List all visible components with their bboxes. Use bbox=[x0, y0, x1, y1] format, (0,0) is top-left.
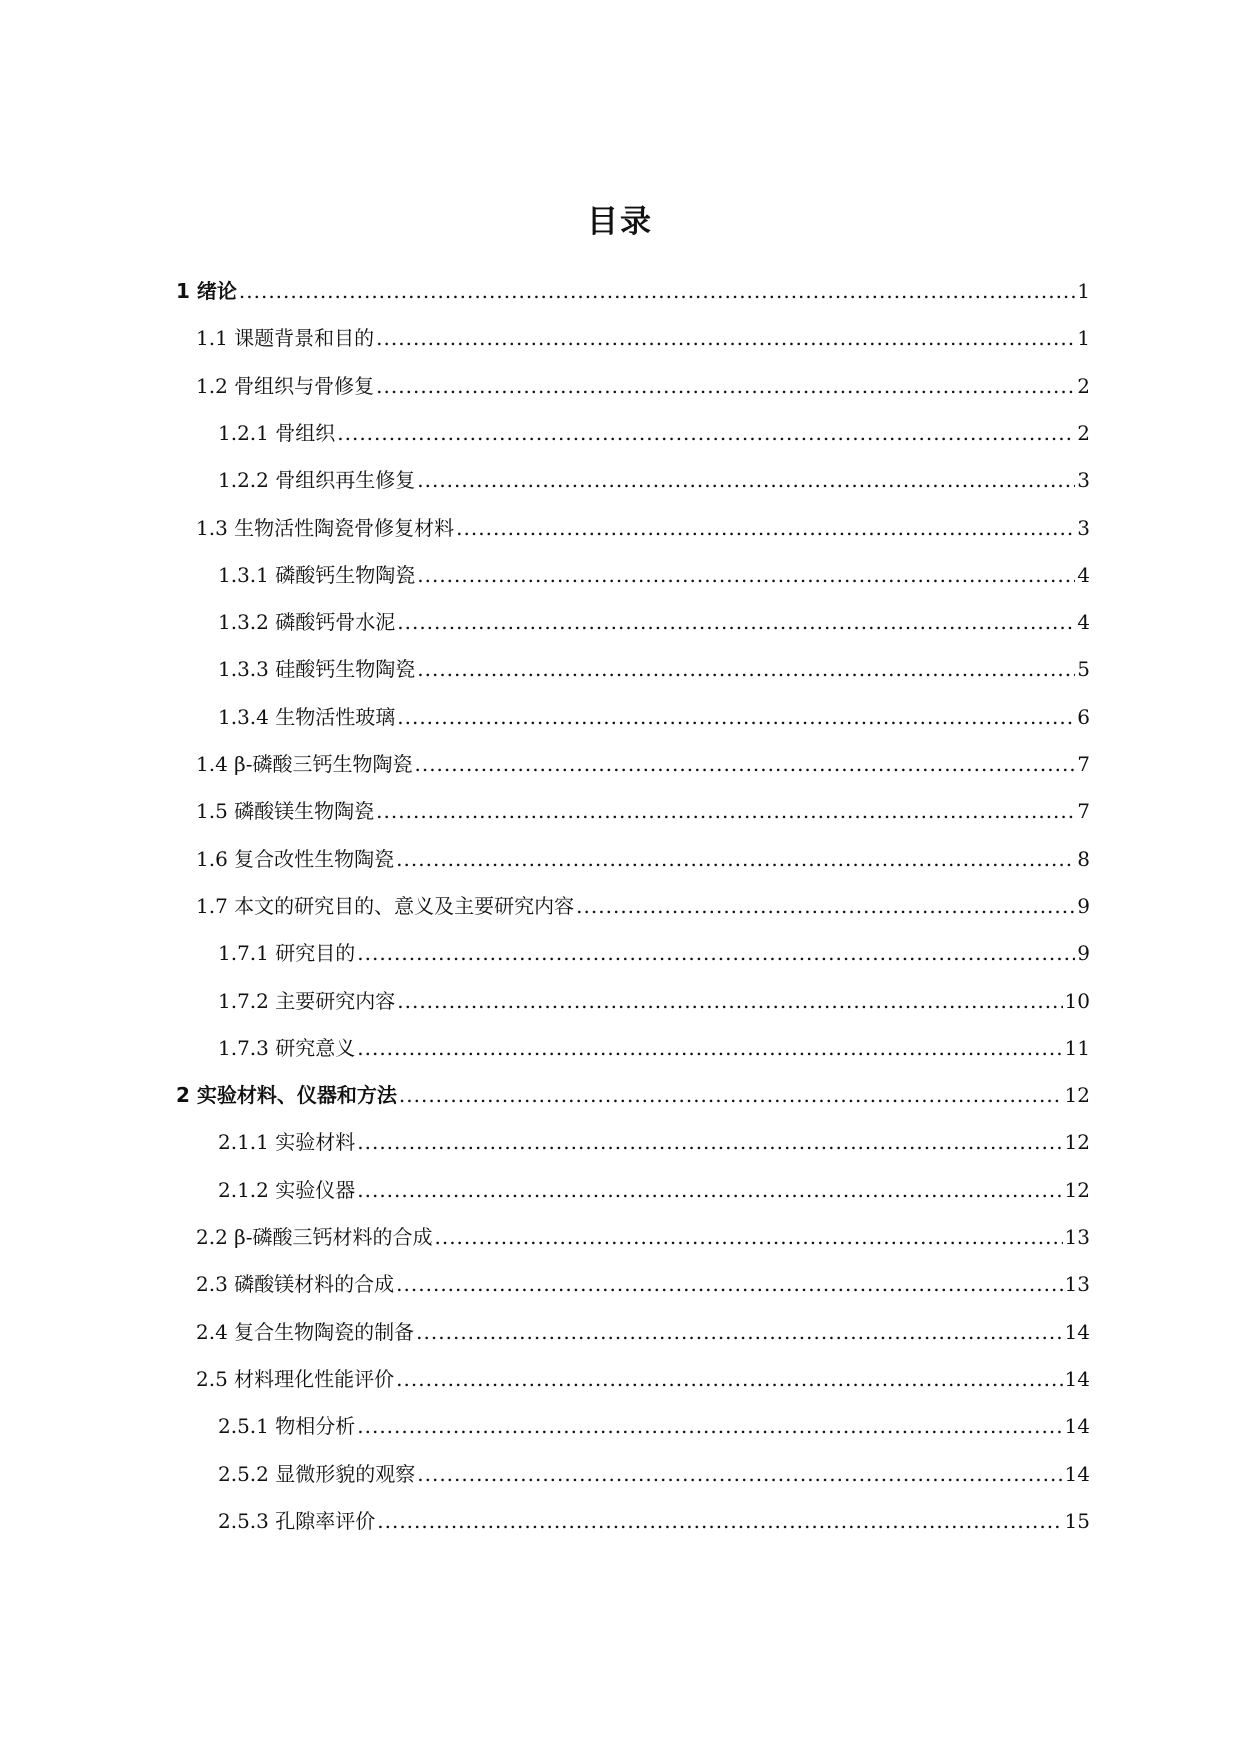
toc-page-number: 1 bbox=[1077, 326, 1090, 350]
toc-entry-label: 1.6 复合改性生物陶瓷 bbox=[196, 847, 395, 871]
toc-title: 目录 bbox=[587, 204, 653, 240]
toc-entry-label: 2.2 β-磷酸三钙材料的合成 bbox=[196, 1225, 433, 1249]
toc-page-number: 13 bbox=[1064, 1225, 1090, 1249]
toc-page-number: 2 bbox=[1077, 421, 1090, 445]
toc-entry-label: 1.3.4 生物活性玻璃 bbox=[218, 705, 396, 729]
toc-entry-label: 2.3 磷酸镁材料的合成 bbox=[196, 1272, 395, 1296]
toc-entry[interactable] bbox=[196, 749, 1090, 779]
toc-page-number: 7 bbox=[1077, 752, 1090, 776]
toc-page-number: 4 bbox=[1077, 563, 1090, 587]
toc-entry-label: 1.7.2 主要研究内容 bbox=[218, 989, 396, 1013]
toc-entry-label: 2.5.3 孔隙率评价 bbox=[218, 1509, 376, 1533]
toc-dot-leader bbox=[399, 1080, 1063, 1110]
toc-page-number: 13 bbox=[1064, 1272, 1090, 1296]
toc-entry[interactable] bbox=[218, 1175, 1090, 1205]
toc-entry-label: 2.5 材料理化性能评价 bbox=[196, 1367, 395, 1391]
toc-dot-leader bbox=[397, 986, 1062, 1016]
toc-page-number: 2 bbox=[1077, 374, 1090, 398]
toc-entry[interactable] bbox=[218, 938, 1090, 968]
toc-entry[interactable] bbox=[196, 1364, 1090, 1394]
toc-entry[interactable] bbox=[196, 1222, 1090, 1252]
toc-entry[interactable] bbox=[196, 844, 1090, 874]
toc-dot-leader bbox=[456, 513, 1075, 543]
toc-dot-leader bbox=[376, 796, 1075, 826]
toc-entry[interactable] bbox=[218, 1033, 1090, 1063]
toc-entry[interactable] bbox=[218, 654, 1090, 684]
toc-dot-leader bbox=[416, 1317, 1062, 1347]
toc-entry[interactable] bbox=[196, 1317, 1090, 1347]
toc-entry-label: 1.7.1 研究目的 bbox=[218, 941, 356, 965]
toc-entry-label: 1.7 本文的研究目的、意义及主要研究内容 bbox=[196, 894, 575, 918]
toc-entry-label: 1.5 磷酸镁生物陶瓷 bbox=[196, 799, 375, 823]
toc-dot-leader bbox=[337, 418, 1075, 448]
toc-entry-label: 1.3.2 磷酸钙骨水泥 bbox=[218, 610, 396, 634]
toc-entry-label: 1.2.2 骨组织再生修复 bbox=[218, 468, 416, 492]
toc-entry[interactable] bbox=[196, 796, 1090, 826]
toc-entry[interactable] bbox=[218, 560, 1090, 590]
toc-chapter-entry[interactable] bbox=[176, 1080, 1090, 1110]
toc-entry[interactable] bbox=[218, 986, 1090, 1016]
toc-entry[interactable] bbox=[196, 891, 1090, 921]
toc-entry[interactable] bbox=[196, 371, 1090, 401]
toc-entry[interactable] bbox=[196, 323, 1090, 353]
toc-page-number: 1 bbox=[1077, 279, 1090, 303]
toc-page-number: 15 bbox=[1064, 1509, 1090, 1533]
toc-page-number: 9 bbox=[1077, 894, 1090, 918]
toc-page-number: 7 bbox=[1077, 799, 1090, 823]
toc-dot-leader bbox=[434, 1222, 1062, 1252]
toc-dot-leader bbox=[357, 1033, 1062, 1063]
toc-page-number: 3 bbox=[1077, 516, 1090, 540]
toc-entry[interactable] bbox=[218, 1459, 1090, 1489]
toc-dot-leader bbox=[417, 1459, 1062, 1489]
toc-dot-leader bbox=[377, 1506, 1062, 1536]
toc-dot-leader bbox=[397, 607, 1075, 637]
toc-page-number: 12 bbox=[1064, 1178, 1090, 1202]
toc-dot-leader bbox=[396, 1269, 1062, 1299]
toc-entry-label: 1.3 生物活性陶瓷骨修复材料 bbox=[196, 516, 455, 540]
toc-entry-label: 2.1.2 实验仪器 bbox=[218, 1178, 356, 1202]
toc-entry-label: 2.4 复合生物陶瓷的制备 bbox=[196, 1320, 415, 1344]
toc-page-number: 9 bbox=[1077, 941, 1090, 965]
toc-dot-leader bbox=[239, 276, 1075, 306]
toc-entry-label: 1.3.3 硅酸钙生物陶瓷 bbox=[218, 657, 416, 681]
toc-dot-leader bbox=[397, 702, 1075, 732]
toc-entry-label: 1.2.1 骨组织 bbox=[218, 421, 336, 445]
toc-dot-leader bbox=[417, 465, 1075, 495]
toc-dot-leader bbox=[357, 1411, 1062, 1441]
toc-entry[interactable] bbox=[218, 465, 1090, 495]
toc-page-number: 14 bbox=[1064, 1462, 1090, 1486]
toc-page-number: 6 bbox=[1077, 705, 1090, 729]
toc-entry-label: 2.5.2 显微形貌的观察 bbox=[218, 1462, 416, 1486]
toc-page-number: 4 bbox=[1077, 610, 1090, 634]
toc-entry[interactable] bbox=[218, 702, 1090, 732]
toc-dot-leader bbox=[576, 891, 1075, 921]
toc-page-number: 11 bbox=[1064, 1036, 1090, 1060]
toc-entry-label: 1.3.1 磷酸钙生物陶瓷 bbox=[218, 563, 416, 587]
toc-dot-leader bbox=[376, 371, 1075, 401]
toc-entry-label: 1.2 骨组织与骨修复 bbox=[196, 374, 375, 398]
toc-dot-leader bbox=[357, 1127, 1062, 1157]
toc-dot-leader bbox=[396, 844, 1075, 874]
toc-dot-leader bbox=[417, 654, 1075, 684]
toc-entry[interactable] bbox=[218, 1506, 1090, 1536]
toc-entry[interactable] bbox=[218, 418, 1090, 448]
toc-page-number: 14 bbox=[1064, 1320, 1090, 1344]
toc-page-number: 14 bbox=[1064, 1367, 1090, 1391]
toc-page-number: 8 bbox=[1077, 847, 1090, 871]
toc-chapter-entry[interactable] bbox=[176, 276, 1090, 306]
toc-page-number: 14 bbox=[1064, 1414, 1090, 1438]
toc-entry[interactable] bbox=[196, 1269, 1090, 1299]
toc-page-number: 12 bbox=[1064, 1130, 1090, 1154]
toc-dot-leader bbox=[357, 938, 1075, 968]
toc-entry[interactable] bbox=[218, 1411, 1090, 1441]
toc-dot-leader bbox=[357, 1175, 1062, 1205]
toc-page-number: 3 bbox=[1077, 468, 1090, 492]
toc-dot-leader bbox=[417, 560, 1075, 590]
toc-entry[interactable] bbox=[196, 513, 1090, 543]
toc-dot-leader bbox=[396, 1364, 1062, 1394]
toc-entry-label: 1.1 课题背景和目的 bbox=[196, 326, 375, 350]
toc-page-number: 10 bbox=[1064, 989, 1090, 1013]
toc-dot-leader bbox=[376, 323, 1075, 353]
toc-entry[interactable] bbox=[218, 607, 1090, 637]
toc-entry[interactable] bbox=[218, 1127, 1090, 1157]
toc-entry-label: 2 实验材料、仪器和方法 bbox=[176, 1083, 397, 1107]
toc-entry-label: 2.5.1 物相分析 bbox=[218, 1414, 356, 1438]
toc-entry-label: 1 绪论 bbox=[176, 279, 237, 303]
toc-entry-label: 2.1.1 实验材料 bbox=[218, 1130, 356, 1154]
toc-entry-label: 1.7.3 研究意义 bbox=[218, 1036, 356, 1060]
toc-page-number: 12 bbox=[1064, 1083, 1090, 1107]
toc-dot-leader bbox=[414, 749, 1075, 779]
toc-entry-label: 1.4 β-磷酸三钙生物陶瓷 bbox=[196, 752, 413, 776]
toc-page-number: 5 bbox=[1077, 657, 1090, 681]
